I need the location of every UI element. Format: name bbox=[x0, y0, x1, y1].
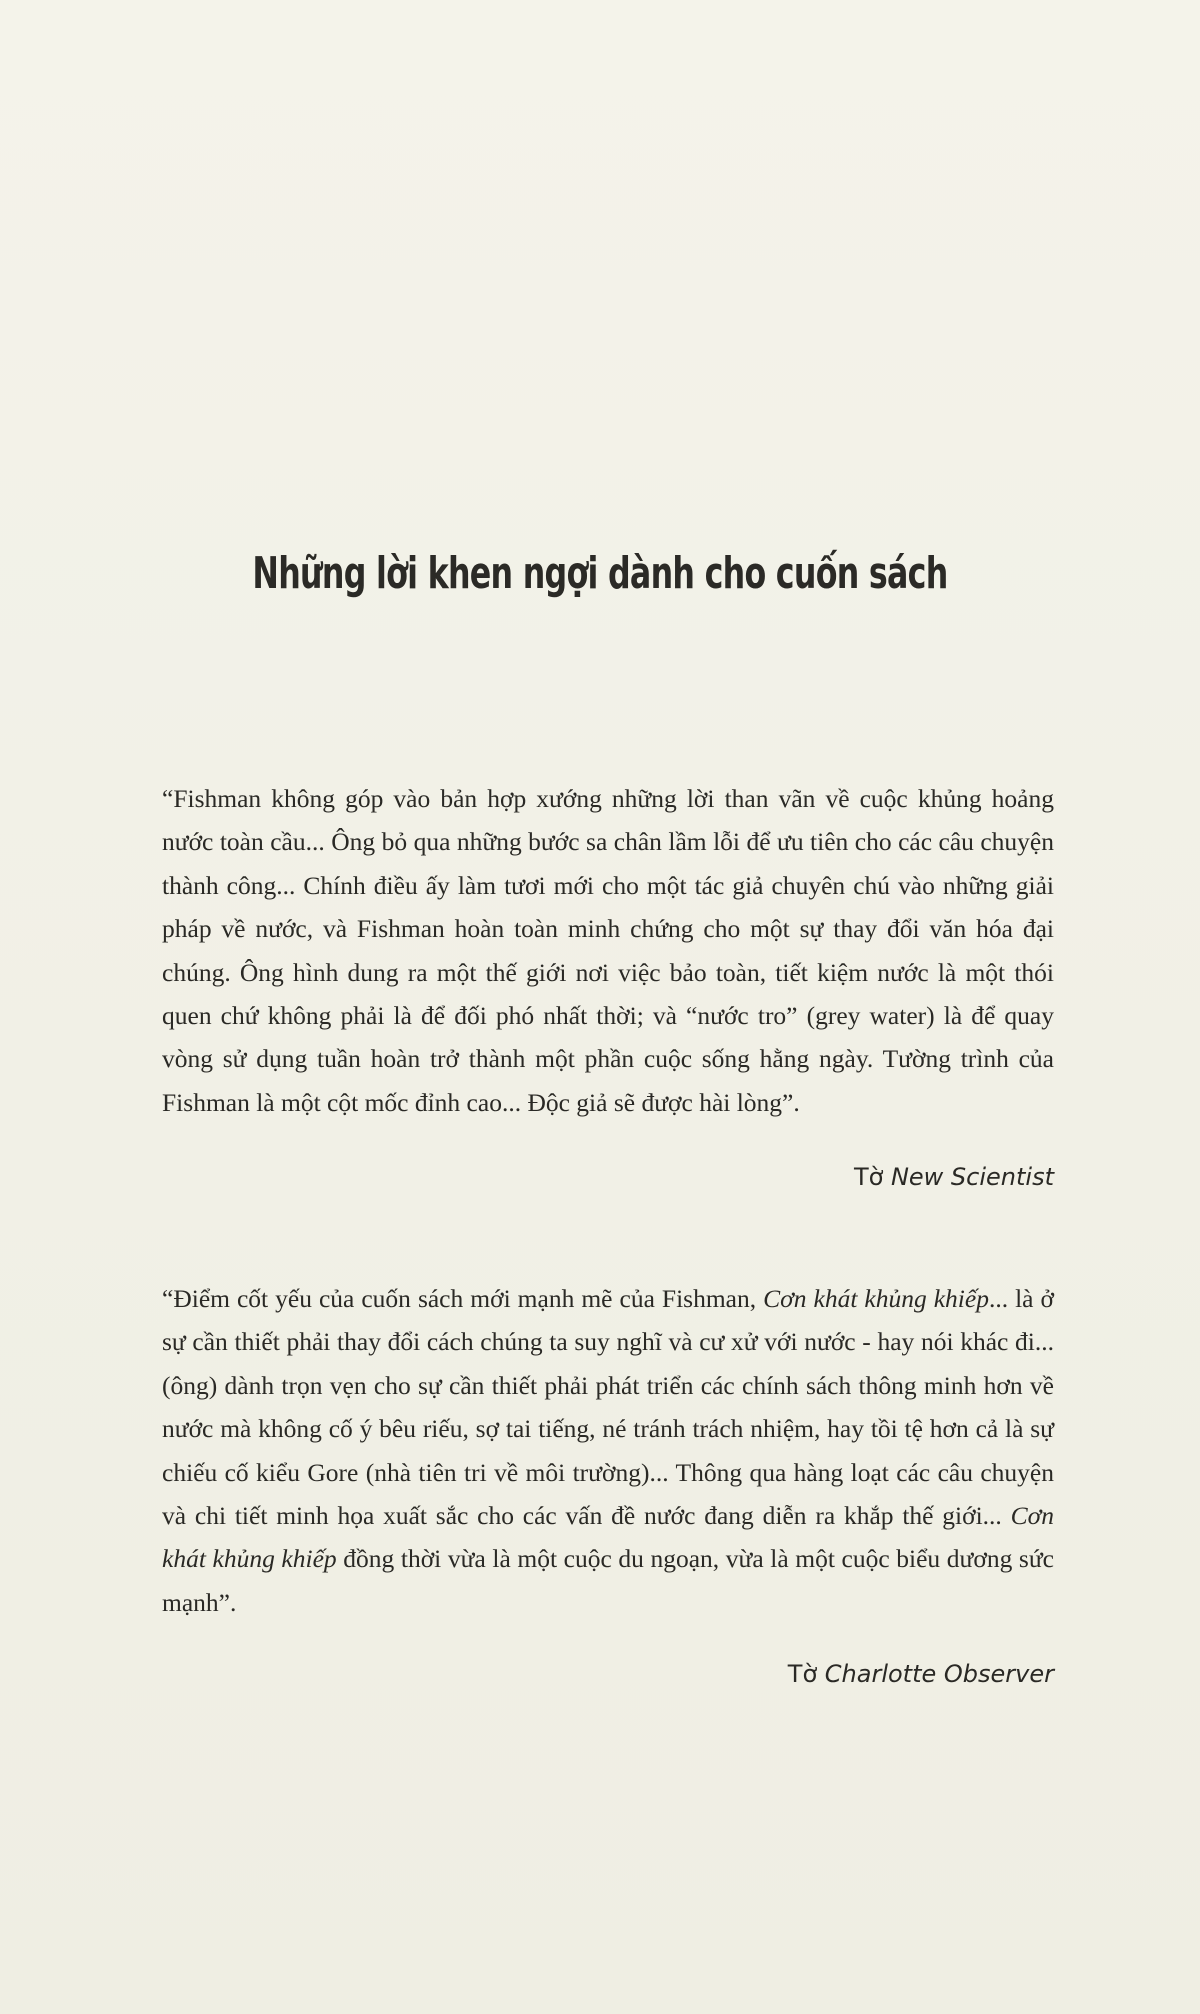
quote-source-new-scientist bbox=[854, 1163, 1054, 1191]
book-title-italic: Cơn khát khủng khiếp bbox=[763, 1284, 989, 1313]
quote-charlotte-observer bbox=[162, 1277, 1054, 1624]
source-name: Charlotte Observer bbox=[824, 1660, 1054, 1688]
source-prefix: Tờ bbox=[853, 1163, 884, 1191]
book-title-italic: Cơn khát khủng khiếp bbox=[162, 1501, 1054, 1574]
quote-text-middle: ... là ở sự cần thiết phải thay đổi cách chúng ta suy nghĩ và cư xử với nước - hay nói khác đi... (ông) dành trọn vẹn cho sự cần thiết phải phát triển các chính sách thông minh hơn về nước mà không cố ý bêu riếu, sợ tai tiếng, né tránh trách nhiệm, hay tồi tệ hơn cả là sự chiếu cố kiểu Gore (nhà tiên tri về môi trường)... Thông qua hàng loạt các câu chuyện và chi tiết minh họa xuất sắc cho các vấn đề nước đang diễn ra khắp thế giới... bbox=[162, 1284, 1054, 1531]
quote-text-after: đồng thời vừa là một cuộc du ngoạn, vừa là một cuộc biểu dương sức mạnh”. bbox=[162, 1544, 1054, 1617]
quote-text-before: “Điểm cốt yếu của cuốn sách mới mạnh mẽ của Fishman, bbox=[162, 1284, 757, 1313]
source-name: New Scientist bbox=[890, 1163, 1054, 1191]
source-prefix: Tờ bbox=[787, 1660, 818, 1688]
page-heading: Những lời khen ngợi dành cho cuốn sách bbox=[252, 548, 948, 599]
quote-new-scientist: “Fishman không góp vào bản hợp xướng những lời than vãn về cuộc khủng hoảng nước toàn cầu... Ông bỏ qua những bước sa chân lầm lỗi để ưu tiên cho các câu chuyện thành công... Chính điều ấy làm tươi mới cho một tác giả chuyên chú vào những giải pháp về nước, và Fishman hoàn toàn minh chứng cho một sự thay đổi văn hóa đại chúng. Ông hình dung ra một thế giới nơi việc bảo toàn, tiết kiệm nước là một thói quen chứ không phải là để đối phó nhất thời; và “nước tro” (grey water) là để quay vòng sử dụng tuần hoàn trở thành một phần cuộc sống hằng ngày. Tường trình của Fishman là một cột mốc đỉnh cao... Độc giả sẽ được hài lòng”. bbox=[162, 784, 1054, 1117]
quote-source-charlotte-observer bbox=[788, 1660, 1054, 1688]
